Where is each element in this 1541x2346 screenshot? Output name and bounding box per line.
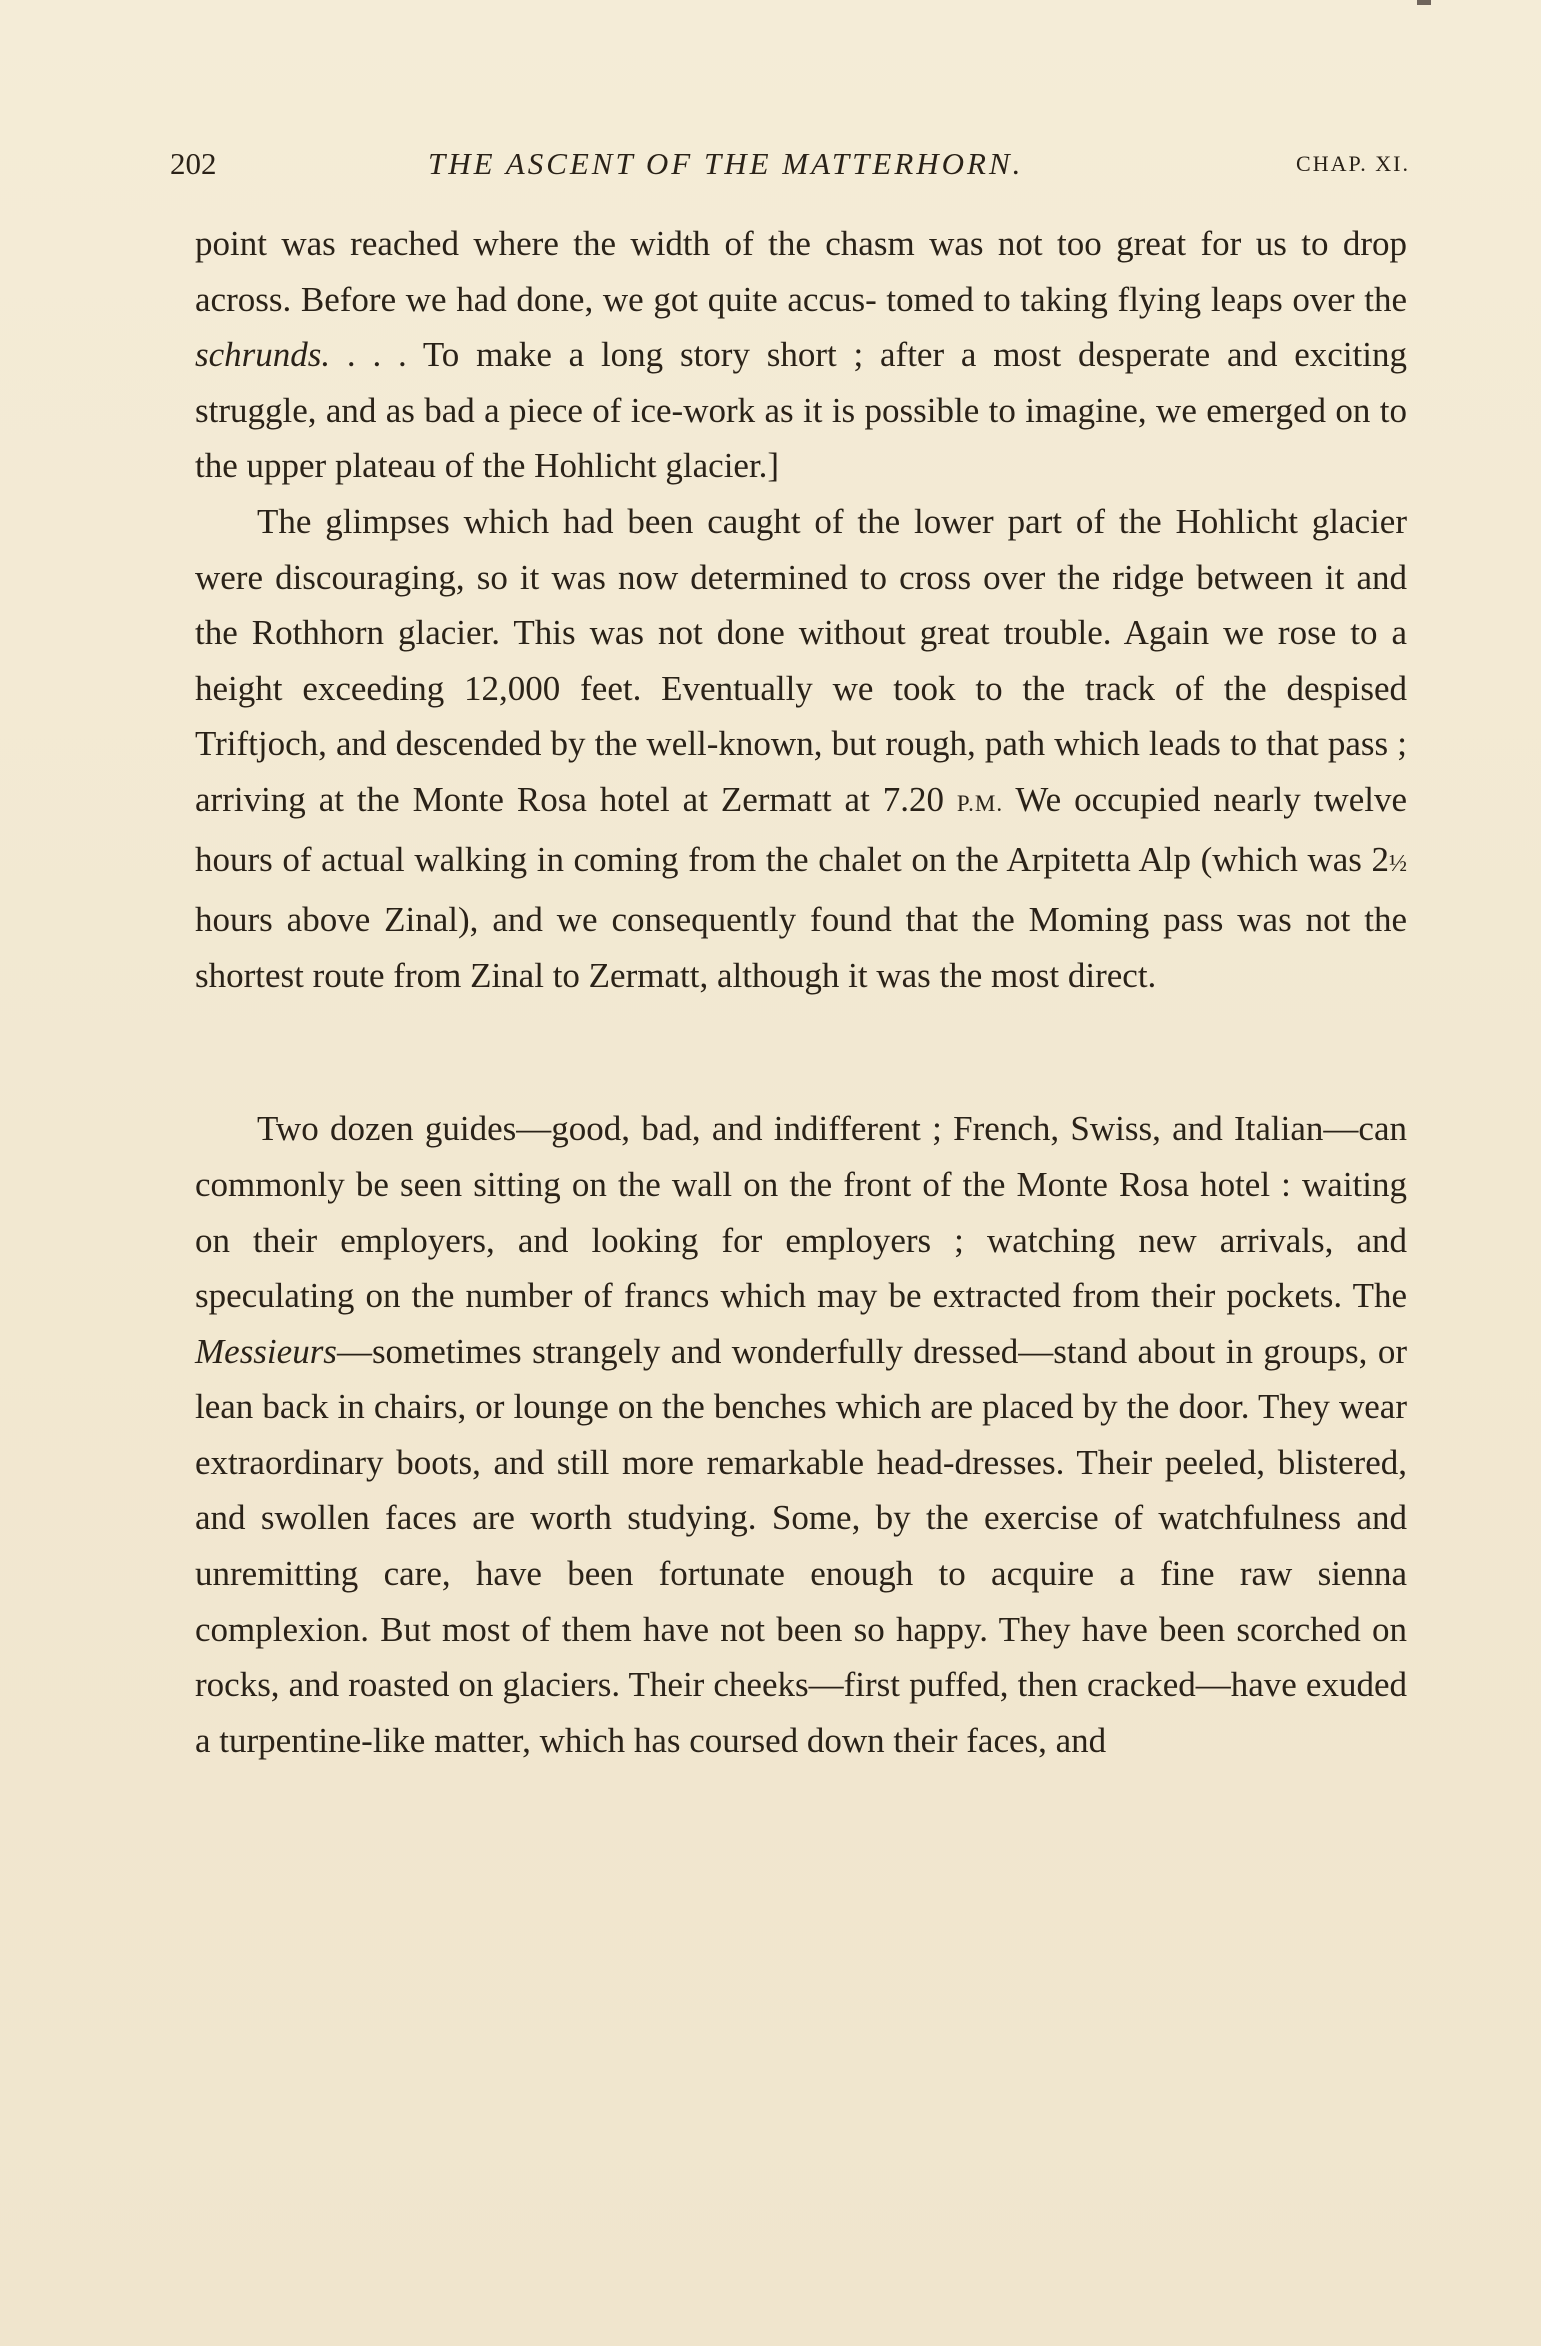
running-title: THE ASCENT OF THE MATTERHORN.	[428, 146, 1024, 181]
paragraph-3	[195, 1101, 1407, 1768]
body-text	[195, 216, 1407, 1768]
paragraph-1-text-a: point was reached where the width of the chasm was not too great for us to drop across. Before we had done, we got quite accus- tomed to taking flying leaps over the	[195, 224, 1407, 319]
page-number: 202	[170, 146, 217, 181]
paragraph-1-italic-term: schrunds.	[195, 335, 331, 375]
paragraph-2-text-a: The glimpses which had been caught of the lower part of the Hohlicht glacier were discouraging, so it was now determined to cross over the ridge between it and the Rothhorn glacier. This was not done without great trouble. Again we rose to a height exceeding 12,000 feet. Eventually we took to the track of the despised Triftjoch, and descended by the well-known, but rough, path which leads to that pass ; arriving at the Monte Rosa hotel at Zermatt at 7.20	[195, 501, 1407, 819]
chapter-label: CHAP. XI.	[1296, 151, 1410, 176]
section-gap	[195, 1003, 1407, 1101]
paragraph-3-text-b: —sometimes strangely and wonderfully dressed—stand about in groups, or lean back in chairs, or lounge on the benches which are placed by the door. They wear extraordinary boots, and still more remarkable head-dresses. Their peeled, blistered, and swollen faces are worth studying. Some, by the exercise of watchfulness and unremitting care, have been fortunate enough to acquire a fine raw sienna complexion. But most of them have not been so happy. They have been scorched on rocks, and roasted on glaciers. Their cheeks—first puffed, then cracked—have exuded a turpentine-like matter, which has coursed down their faces, and	[195, 1331, 1407, 1760]
paragraph-3-text-a: Two dozen guides—good, bad, and indifferent ; French, Swiss, and Italian—can commonly be seen sitting on the wall on the front of the Monte Rosa hotel : waiting on their employers, and looking for employers ; watching new arrivals, and speculating on the number of francs which may be extracted from their pockets. The	[195, 1109, 1407, 1316]
paragraph-2-text-b: We occupied nearly twelve hours of actual walking in coming from the chalet on the Arpitetta Alp (which was 2	[195, 779, 1407, 879]
paragraph-2-text-c: hours above Zinal), and we consequently found that the Moming pass was not the shortest route from Zinal to Zermatt, although it was the most direct.	[195, 900, 1407, 995]
time-meridian: P.M.	[956, 790, 1004, 816]
paragraph-1-text-b: . . . To make a long story short ; after a most desperate and exciting struggle, and as bad a piece of ice-work as it is possible to imagine, we emerged on to the upper plateau of the Hohlicht glacier.]	[195, 335, 1407, 486]
paragraph-2	[195, 494, 1407, 1003]
hours-fraction: ½	[1389, 850, 1407, 877]
scan-mark	[1417, 0, 1431, 5]
paragraph-1	[195, 216, 1407, 494]
paragraph-3-italic-term: Messieurs	[195, 1331, 337, 1371]
running-head	[170, 142, 1410, 186]
